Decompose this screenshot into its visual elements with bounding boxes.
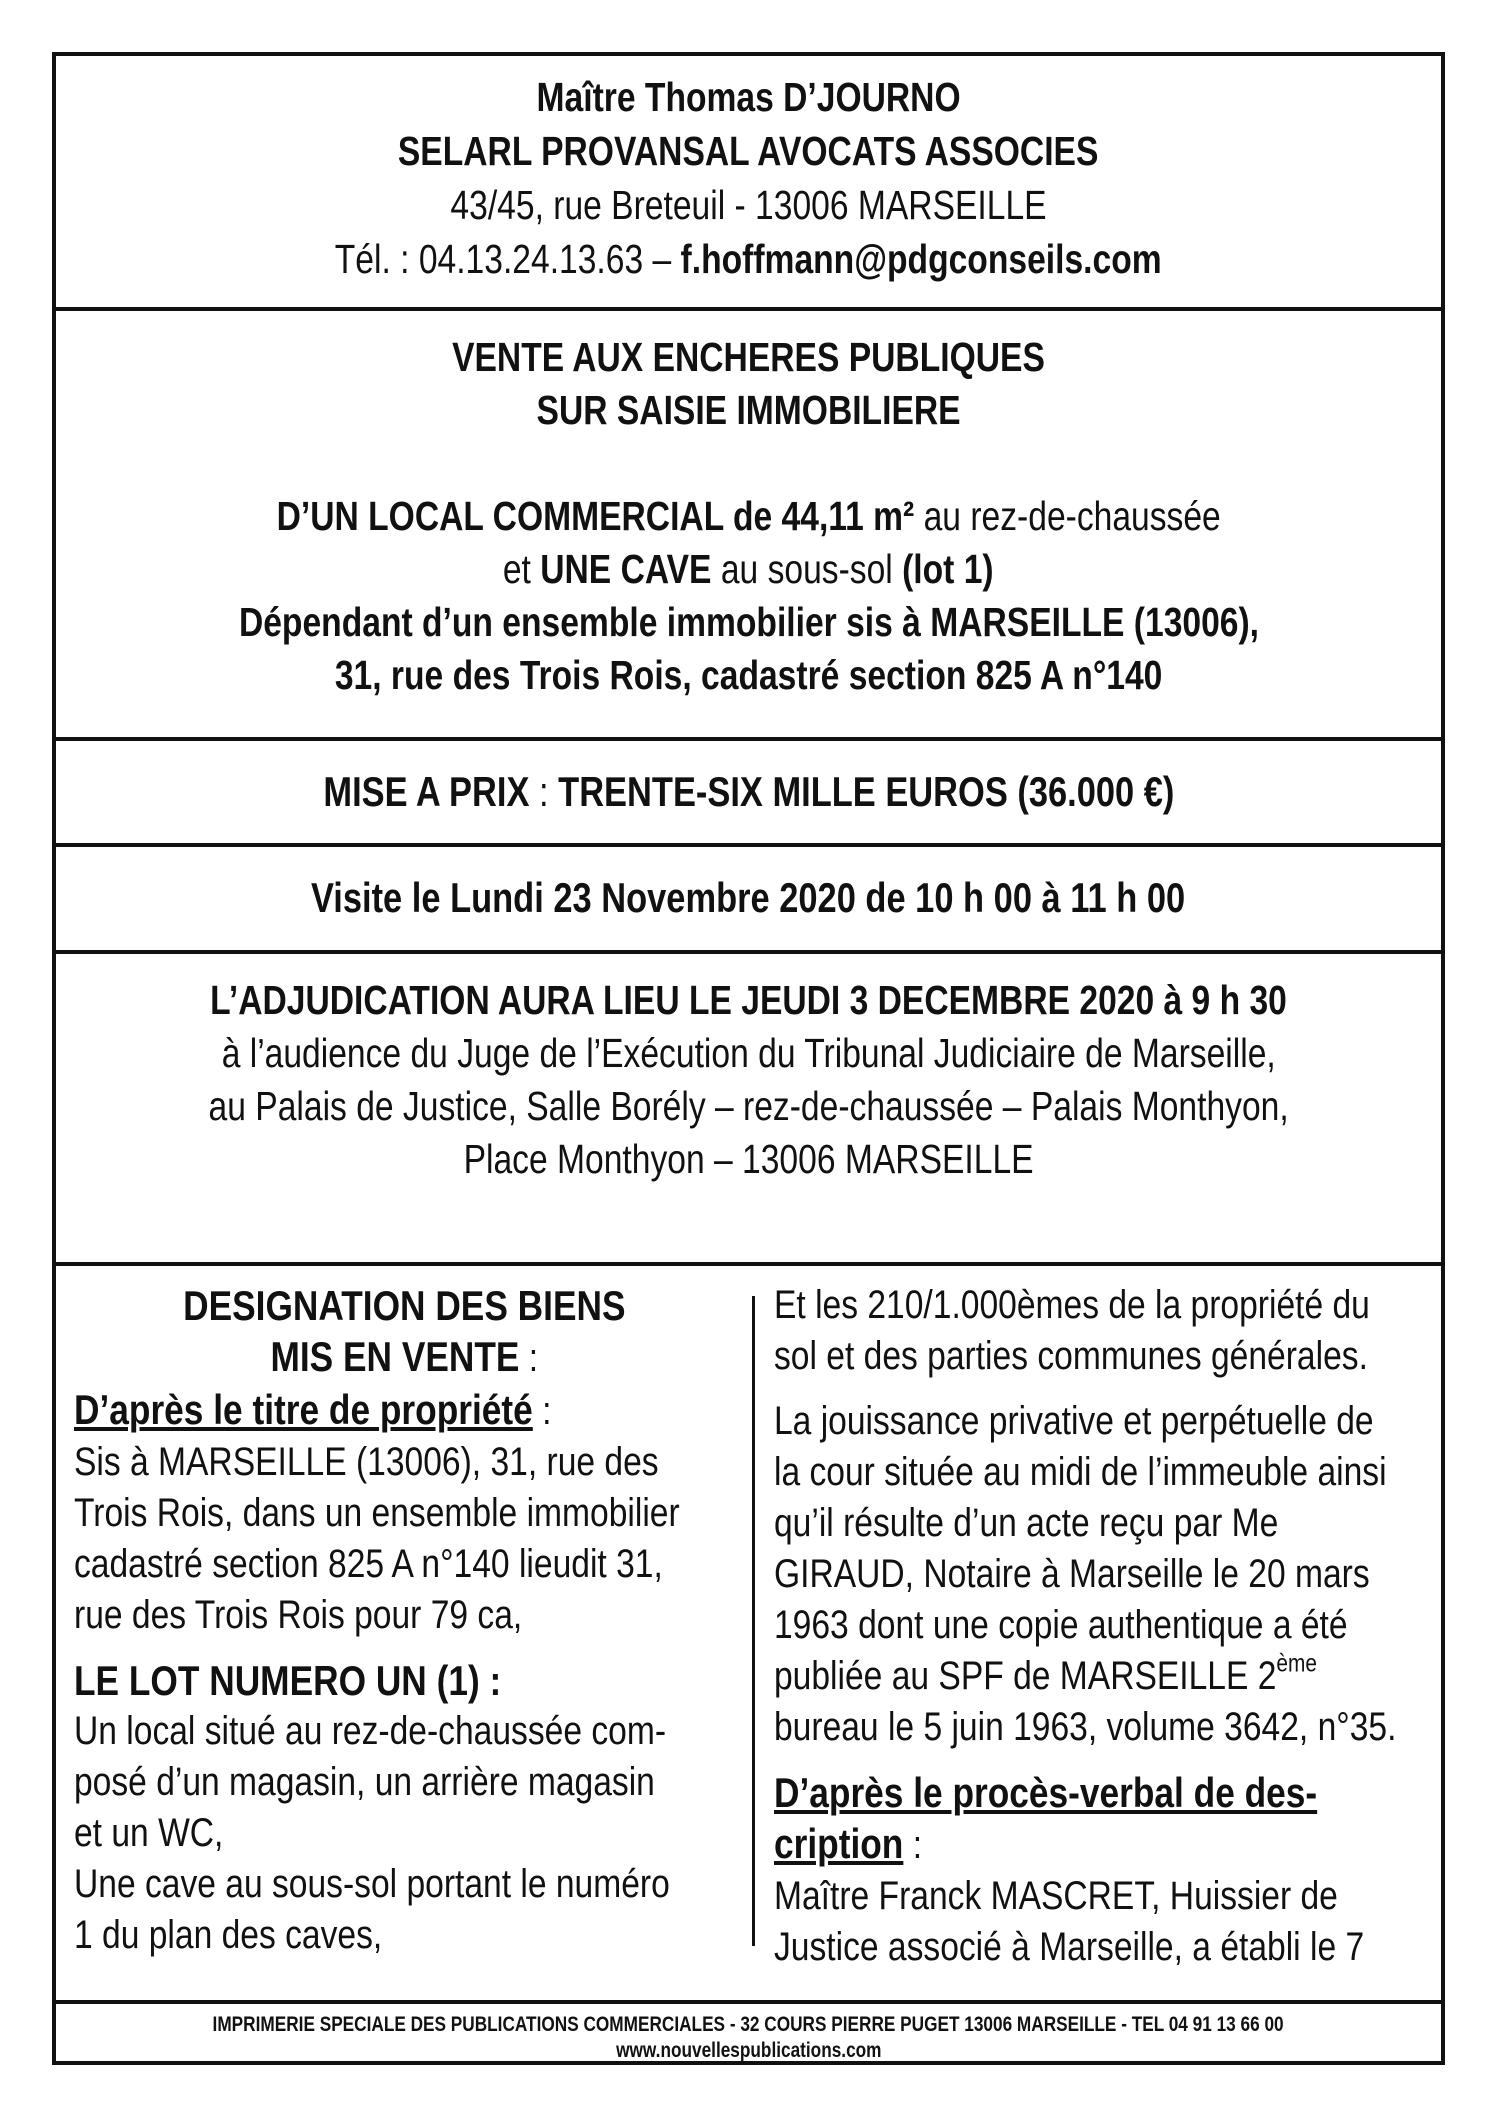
lot-label: (lot 1) bbox=[902, 546, 994, 592]
text-line: 1963 dont une copie authentique a été bbox=[774, 1603, 1348, 1647]
property-floor: au rez-de-chaussée bbox=[914, 493, 1221, 539]
column-divider bbox=[752, 1296, 755, 1946]
text-line: rue des Trois Rois pour 79 ca, bbox=[74, 1593, 523, 1637]
text-line bbox=[774, 1651, 1317, 1702]
visit-info bbox=[56, 847, 1441, 954]
price-separator: : bbox=[529, 768, 558, 815]
report-subheading-2 bbox=[774, 1818, 922, 1871]
text-line: GIRAUD, Notaire à Marseille le 20 mars bbox=[774, 1552, 1370, 1596]
visit-text: Visite le Lundi 23 Novembre 2020 de 10 h 00 à 11 h 00 bbox=[311, 874, 1186, 921]
email-link[interactable]: f.hoffmann@pdgconseils.com bbox=[680, 236, 1162, 282]
adjudication-line-1: à l’audience du Juge de l’Exécution du Tribunal Judiciaire de Marseille, bbox=[221, 1030, 1276, 1076]
text-line: cadastré section 825 A n°140 lieudit 31, bbox=[74, 1542, 663, 1586]
adjudication-info bbox=[56, 954, 1441, 1266]
text-line: Trois Rois, dans un ensemble immobilier bbox=[74, 1491, 680, 1535]
legal-notice-frame bbox=[52, 52, 1445, 2065]
title-deed-subheading bbox=[74, 1384, 551, 1437]
phone-text: Tél. : 04.13.24.13.63 – bbox=[335, 236, 681, 282]
text-line: Et les 210/1.000èmes de la propriété du bbox=[774, 1283, 1370, 1327]
designation-heading: DESIGNATION DES BIENS bbox=[182, 1282, 626, 1329]
right-column bbox=[774, 1280, 1424, 1973]
designation-heading-2 bbox=[270, 1331, 538, 1384]
text-line: posé d’un magasin, un arrière magasin bbox=[74, 1760, 655, 1804]
text-line: Maître Franck MASCRET, Huissier de bbox=[774, 1874, 1338, 1918]
text-line: bureau le 5 juin 1963, volume 3642, n°35. bbox=[774, 1705, 1397, 1749]
lawyer-header bbox=[56, 56, 1441, 311]
text-line-main: publiée au SPF de MARSEILLE 2 bbox=[774, 1654, 1277, 1698]
property-type: D’UN LOCAL COMMERCIAL de 44,11 m² bbox=[276, 493, 915, 539]
property-line-1 bbox=[276, 490, 1220, 543]
report-subheading: D’après le procès-verbal de des- bbox=[774, 1769, 1318, 1816]
text-line: qu’il résulte d’un acte reçu par Me bbox=[774, 1501, 1279, 1545]
property-line-2-a: et bbox=[503, 546, 541, 592]
sale-subtitle: SUR SAISIE IMMOBILIERE bbox=[536, 387, 961, 433]
sale-title: VENTE AUX ENCHERES PUBLIQUES bbox=[452, 334, 1045, 380]
adjudication-title: L’ADJUDICATION AURA LIEU LE JEUDI 3 DECEMBRE 2020 à 9 h 30 bbox=[210, 977, 1287, 1023]
starting-price bbox=[56, 741, 1441, 847]
property-designation bbox=[56, 1266, 1441, 2004]
adjudication-line-3: Place Monthyon – 13006 MARSEILLE bbox=[463, 1136, 1034, 1182]
text-line: Un local situé au rez-de-chaussée com- bbox=[74, 1709, 667, 1753]
left-column bbox=[74, 1280, 734, 1961]
sale-description bbox=[56, 311, 1441, 741]
lawyer-name: Maître Thomas D’JOURNO bbox=[536, 74, 961, 120]
printer-footer bbox=[56, 2004, 1441, 2061]
superscript: ème bbox=[1276, 1650, 1317, 1678]
text-line: 1 du plan des caves, bbox=[74, 1913, 383, 1957]
firm-address: 43/45, rue Breteuil - 13006 MARSEILLE bbox=[450, 182, 1047, 228]
designation-heading-2-text: MIS EN VENTE bbox=[270, 1333, 520, 1380]
price-line bbox=[323, 765, 1174, 819]
property-line-2 bbox=[503, 543, 994, 596]
title-deed-subheading-text: D’après le titre de propriété bbox=[74, 1386, 533, 1433]
text-line: sol et des parties communes générales. bbox=[774, 1334, 1368, 1378]
text-line: et un WC, bbox=[74, 1811, 224, 1855]
firm-name: SELARL PROVANSAL AVOCATS ASSOCIES bbox=[398, 128, 1099, 174]
property-cadastre: 31, rue des Trois Rois, cadastré section 825 A n°140 bbox=[334, 652, 1163, 698]
price-value: TRENTE-SIX MILLE EUROS (36.000 €) bbox=[557, 768, 1174, 815]
contact-line bbox=[335, 232, 1162, 286]
text-line: Sis à MARSEILLE (13006), 31, rue des bbox=[74, 1440, 659, 1484]
property-line-2-b: au sous-sol bbox=[711, 546, 903, 592]
designation-heading-2-suffix: : bbox=[519, 1336, 538, 1380]
text-line: Justice associé à Marseille, a établi le 7 bbox=[774, 1925, 1365, 1969]
text-line: Une cave au sous-sol portant le numéro bbox=[74, 1862, 670, 1906]
title-deed-subheading-suffix: : bbox=[532, 1389, 552, 1433]
text-line: la cour située au midi de l’immeuble ainsi bbox=[774, 1450, 1387, 1494]
text-line: La jouissance privative et perpétuelle de bbox=[774, 1399, 1374, 1443]
lot-heading: LE LOT NUMERO UN (1) : bbox=[74, 1657, 502, 1704]
property-location: Dépendant d’un ensemble immobilier sis à MARSEILLE (13006), bbox=[238, 599, 1259, 645]
printer-info: IMPRIMERIE SPECIALE DES PUBLICATIONS COMMERCIALES - 32 COURS PIERRE PUGET 13006 MARSEILLE - TEL 04 91 13 66 00 bbox=[212, 2013, 1285, 2036]
printer-website[interactable]: www.nouvellespublications.com bbox=[615, 2039, 882, 2062]
report-subheading-2-suffix: : bbox=[903, 1823, 923, 1867]
report-subheading-2-text: cription bbox=[774, 1820, 904, 1867]
cellar-label: UNE CAVE bbox=[540, 546, 712, 592]
adjudication-line-2: au Palais de Justice, Salle Borély – rez-de-chaussée – Palais Monthyon, bbox=[208, 1083, 1289, 1129]
price-label: MISE A PRIX bbox=[323, 768, 530, 815]
